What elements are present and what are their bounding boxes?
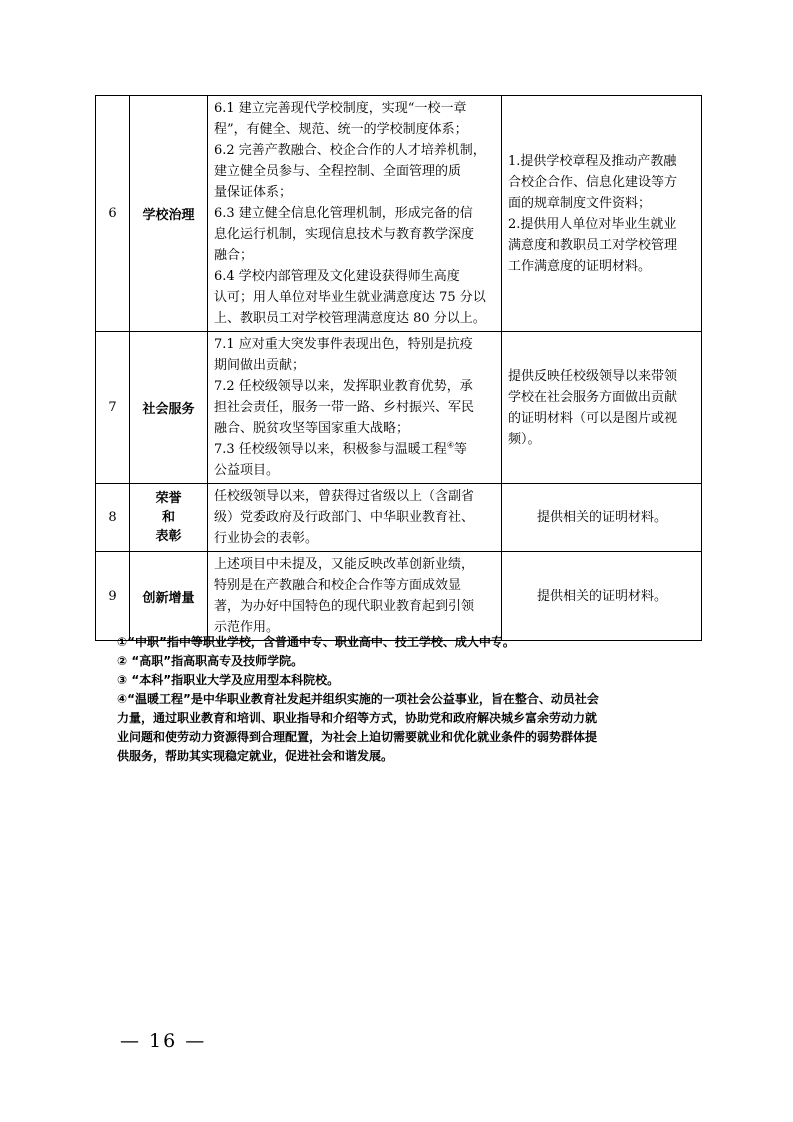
item-name-line: 学校治理 — [142, 208, 195, 223]
requirements-cell — [208, 332, 502, 484]
item-name — [130, 552, 208, 641]
item-name-line: 表彰 — [155, 529, 182, 544]
materials-cell — [502, 552, 702, 641]
requirement-line: 上、教职员工对学校管理满意度达 80 分以上。 — [214, 311, 486, 326]
page-number: — 16 — — [120, 1030, 207, 1052]
footnote: ④“温暖工程”是中华职业教育社发起并组织实施的一项社会公益事业，旨在整合、动员社会 — [117, 692, 599, 706]
table-row — [96, 552, 702, 641]
requirement-line: 量保证体系； — [214, 185, 293, 200]
row-number: 9 — [96, 552, 130, 641]
row-number: 8 — [96, 484, 130, 552]
table-row — [96, 332, 702, 484]
material-line: 学校在社会服务方面做出贡献 — [508, 389, 678, 405]
item-name — [130, 96, 208, 332]
requirement-line: 6.2 完善产教融合、校企合作的人才培养机制， — [214, 143, 486, 158]
item-name-line: 创新增量 — [142, 590, 195, 606]
requirement-line: 融合； — [214, 248, 254, 263]
material-line: 工作满意度的证明材料。 — [508, 258, 652, 274]
requirement-line: 担社会责任，服务一带一路、乡村振兴、军民 — [214, 400, 475, 415]
footnote: 力量，通过职业教育和培训、职业指导和介绍等方式，协助党和政府解决城乡富余劳动力就 — [117, 711, 598, 725]
footnotes — [117, 633, 697, 766]
requirement-line — [214, 439, 496, 460]
footnote: ② “高职”指高职高专及技师学院。 — [117, 654, 304, 668]
footnote: 供服务，帮助其实现稳定就业，促进社会和谐发展。 — [117, 749, 394, 763]
requirement-line: 7.1 应对重大突发事件表现出色，特别是抗疫 — [214, 337, 473, 352]
requirement-line: 特别是在产教融合和校企合作等方面成效显 — [214, 578, 462, 593]
material-line: 满意度和教职员工对学校管理 — [508, 237, 678, 253]
materials-cell — [502, 96, 702, 332]
material-line: 提供反映任校级领导以来带领 — [508, 368, 678, 384]
material-line: 频）。 — [508, 431, 541, 447]
requirement-line: 6.1 建立完善现代学校制度，实现“一校一章 — [214, 101, 467, 116]
materials-cell — [502, 332, 702, 484]
item-name-line: 荣誉 — [155, 491, 182, 506]
requirement-line: 融合、脱贫攻坚等国家重大战略； — [214, 421, 410, 436]
footnote: ①“中职”指中等职业学校，含普通中专、职业高中、技工学校、成人中专。 — [117, 635, 515, 649]
row-number: 7 — [96, 332, 130, 484]
material-line: 面的规章制度文件资料； — [508, 195, 652, 211]
footnote: ③ “本科”指职业大学及应用型本科院校。 — [117, 673, 340, 687]
material-line: 1.提供学校章程及推动产教融 — [508, 153, 677, 169]
requirement-line: 息化运行机制，实现信息技术与教育教学深度 — [214, 227, 475, 242]
requirement-line: 7.2 任校级领导以来，发挥职业教育优势，承 — [214, 379, 473, 394]
material-line: 2.提供用人单位对毕业生就业 — [508, 216, 677, 232]
requirement-line: 期间做出贡献； — [214, 358, 306, 373]
material-line: 提供相关的证明材料。 — [536, 510, 667, 525]
requirements-cell — [208, 552, 502, 641]
requirements-cell — [208, 484, 502, 552]
criteria-table — [95, 95, 702, 641]
material-line: 提供相关的证明材料。 — [536, 588, 667, 604]
table-row — [96, 484, 702, 552]
material-line: 合校企合作、信息化建设等方 — [508, 174, 678, 190]
requirement-line: 著，为办好中国特色的现代职业教育起到引领 — [214, 599, 475, 614]
item-name — [130, 332, 208, 484]
requirement-line: 任校级领导以来，曾获得过省级以上（含副省 — [214, 489, 475, 504]
footnote: 业问题和使劳动力资源得到合理配置，为社会上迫切需要就业和优化就业条件的弱势群体提 — [117, 730, 598, 744]
item-name-line: 和 — [161, 510, 175, 525]
requirement-line: 公益项目。 — [214, 463, 280, 478]
row-number: 6 — [96, 96, 130, 332]
requirement-line: 认可；用人单位对毕业生就业满意度达 75 分以 — [214, 290, 486, 305]
table-row — [96, 96, 702, 332]
requirement-line: 级）党委政府及行政部门、中华职业教育社、 — [214, 510, 475, 525]
item-name-line: 社会服务 — [142, 402, 195, 417]
requirement-text: 7.3 任校级领导以来，积极参与温暖工程 — [214, 442, 447, 457]
requirement-line: 6.3 建立健全信息化管理机制，形成完备的信 — [214, 206, 473, 221]
requirement-line: 程”，有健全、规范、统一的学校制度体系； — [214, 122, 468, 137]
requirement-line: 6.4 学校内部管理及文化建设获得师生高度 — [214, 269, 460, 284]
item-name — [130, 484, 208, 552]
materials-cell — [502, 484, 702, 552]
requirement-line: 建立健全员参与、全程控制、全面管理的质 — [214, 164, 462, 179]
material-line: 的证明材料（可以是图片或视 — [508, 410, 678, 426]
requirements-cell — [208, 96, 502, 332]
footnote-marker: ④ — [446, 440, 454, 450]
requirement-line: 行业协会的表彰。 — [214, 531, 319, 546]
requirement-line: 示范作用。 — [214, 620, 280, 635]
requirement-text: 等 — [453, 442, 467, 457]
requirement-line: 上述项目中未提及，又能反映改革创新业绩， — [214, 557, 475, 572]
